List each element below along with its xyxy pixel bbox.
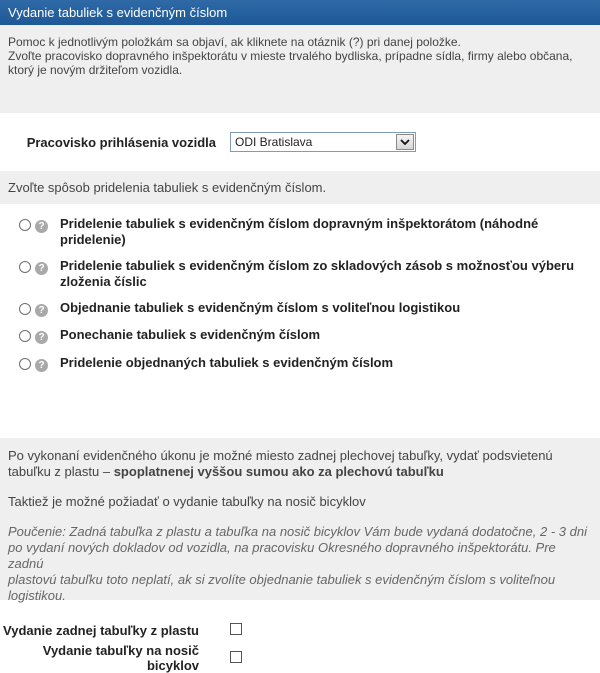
- help-line: Zvoľte pracovisko dopravného inšpektorátu v mieste trvalého bydliska, prípadne sídla, firmy alebo občana,: [8, 49, 573, 63]
- option-keep-plates[interactable]: [0, 327, 600, 355]
- note-line: po vydaní nových dokladov od vozidla, na pracovisku Okresného dopravného inšpektorátu. Pre zadnú: [8, 540, 556, 571]
- plastic-plate-info: [0, 438, 600, 603]
- help-icon[interactable]: ?: [35, 304, 48, 317]
- info-paragraph: Taktiež je možné požiadať o vydanie tabuľky na nosič bicyklov: [8, 494, 366, 509]
- office-select-value: ODI Bratislava: [235, 135, 313, 149]
- note-line: plastovú tabuľku toto neplatí, ak si zvolíte objednanie tabuliek s evidenčným číslom s voliteľnou: [8, 572, 556, 587]
- help-line: Pomoc k jednotlivým položkám sa objaví, ak kliknete na otáznik (?) pri danej položke.: [8, 35, 461, 49]
- extra-plate-checks: [0, 600, 600, 672]
- instruction-note: [8, 524, 592, 604]
- note-line: Poučenie: Zadná tabuľka z plastu a tabuľka na nosič bicyklov Vám bude vydaná dodatočne, 2 - 3 dni: [8, 524, 587, 539]
- option-label-line: zloženia číslic: [60, 274, 147, 289]
- option-stock-selection[interactable]: [0, 258, 600, 300]
- info-paragraph: [8, 448, 592, 480]
- assignment-options: [0, 204, 600, 438]
- radio-button[interactable]: [19, 261, 31, 273]
- option-label-line: pridelenie): [60, 232, 126, 247]
- dropdown-button[interactable]: [396, 134, 414, 150]
- office-label: Pracovisko prihlásenia vozidla: [26, 134, 216, 150]
- note-line: logistikou.: [8, 588, 66, 603]
- office-select[interactable]: [230, 132, 416, 152]
- option-order-logistics[interactable]: [0, 300, 600, 327]
- option-label-line: Pridelenie tabuliek s evidenčným číslom dopravným inšpektorátom (náhodné: [60, 216, 539, 231]
- radio-button[interactable]: [19, 303, 31, 315]
- plastic-rear-plate-checkbox[interactable]: [230, 623, 242, 635]
- radio-button[interactable]: [19, 358, 31, 370]
- option-label: Objednanie tabuliek s evidenčným číslom s voliteľnou logistikou: [60, 300, 461, 315]
- check-row-bike-carrier: [0, 644, 600, 672]
- choose-method-text: Zvoľte spôsob pridelenia tabuliek s evidenčným číslom.: [0, 171, 600, 204]
- help-text-box: [0, 25, 600, 113]
- chevron-down-icon: [400, 139, 410, 145]
- help-line: ktorý je novým držiteľom vozidla.: [8, 63, 183, 77]
- option-label: Pridelenie objednaných tabuliek s evidenčným číslom: [60, 355, 394, 370]
- radio-button[interactable]: [19, 219, 31, 231]
- checkbox-label: Vydanie tabuľky na nosič bicyklov: [42, 643, 199, 673]
- option-label: Ponechanie tabuliek s evidenčným číslom: [60, 327, 321, 342]
- info-text: Po vykonaní evidenčného úkonu je možné miesto zadnej plechovej tabuľky, vydať podsvietenú: [8, 448, 553, 463]
- option-random-assignment[interactable]: [0, 216, 600, 258]
- radio-button[interactable]: [19, 330, 31, 342]
- option-label: [60, 258, 580, 290]
- help-icon[interactable]: ?: [35, 331, 48, 344]
- panel-title: Vydanie tabuliek s evidenčným číslom: [0, 0, 600, 25]
- option-label: [60, 216, 580, 248]
- info-emphasis: spoplatnenej vyššou sumou ako za plechovú tabuľku: [113, 464, 444, 479]
- office-row: [0, 113, 600, 171]
- info-text: tabuľku z plastu –: [8, 464, 114, 479]
- check-row-plastic-rear: [0, 616, 600, 644]
- checkbox-label: Vydanie zadnej tabuľky z plastu: [3, 622, 199, 638]
- help-icon[interactable]: ?: [35, 262, 48, 275]
- bike-carrier-plate-checkbox[interactable]: [230, 651, 242, 663]
- help-icon[interactable]: ?: [35, 220, 48, 233]
- option-label-line: Pridelenie tabuliek s evidenčným číslom zo skladových zásob s možnosťou výberu: [60, 258, 575, 273]
- option-ordered-plates[interactable]: [0, 355, 600, 385]
- help-icon[interactable]: ?: [35, 359, 48, 372]
